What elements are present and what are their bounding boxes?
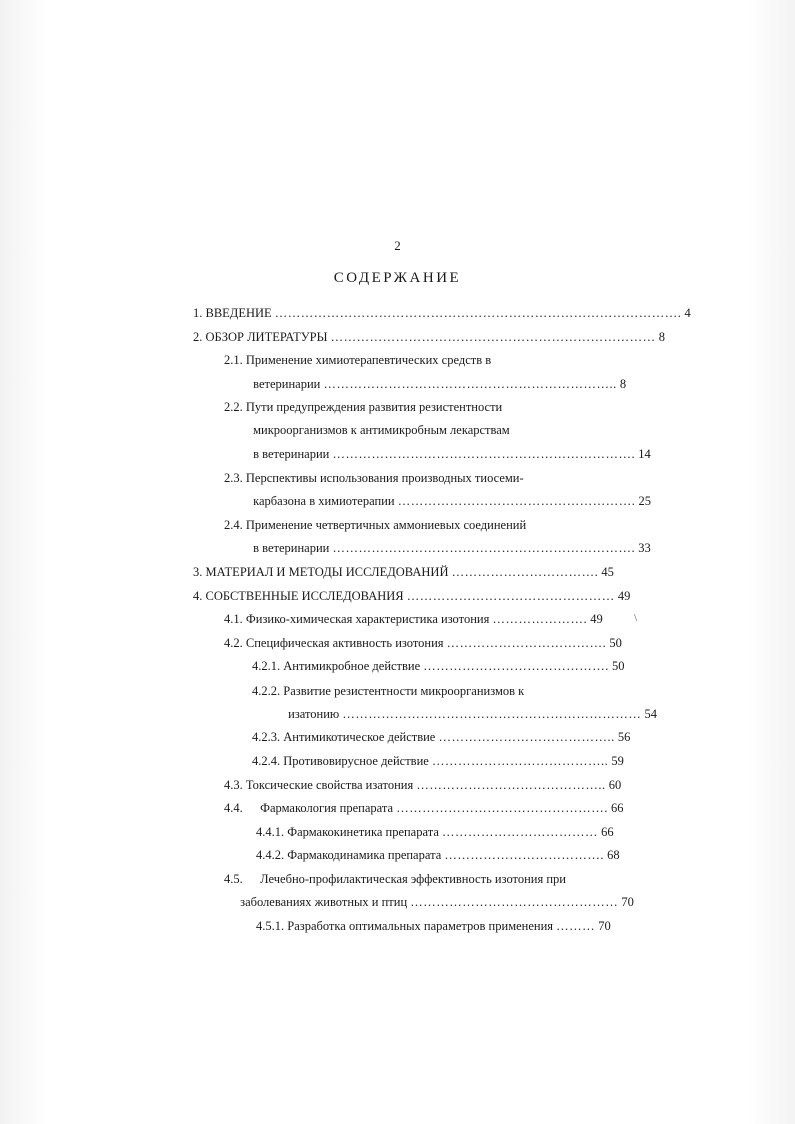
toc-entry [224, 871, 566, 887]
toc-entry-leader: …………………………………………………………………………………. [274, 306, 682, 320]
page-title: СОДЕРЖАНИЕ [333, 270, 462, 286]
toc-entry-page: 66 [610, 801, 624, 815]
toc-entry-page: 60 [608, 778, 622, 792]
toc-entry [252, 658, 625, 674]
toc-entry-page: 54 [644, 707, 657, 721]
toc-entry-leader: ………………………………. [446, 636, 607, 650]
toc-entry-page: 8 [658, 330, 665, 344]
toc-entry-leader: ………………………………….. [438, 730, 615, 744]
toc-entry [252, 729, 630, 745]
toc-entry-text: Специфическая активность изотония [245, 636, 444, 650]
toc-entry [224, 800, 623, 816]
toc-entry-text: Антимикробное действие [283, 659, 421, 673]
toc-entry-page: 25 [638, 494, 651, 508]
toc-entry [256, 918, 611, 934]
toc-entry-text: Противовирусное действие [283, 754, 429, 768]
toc-entry [252, 683, 524, 699]
toc-entry [224, 517, 526, 533]
toc-entry-leader: ……………………………………………………………. [332, 447, 636, 461]
toc-entry [193, 588, 630, 604]
toc-entry-text: Применение четвертичных аммониевых соединений [245, 518, 527, 532]
toc-entry-text: Токсические свойства изатония [245, 778, 414, 792]
toc-entry-text: заболеваниях животных и птиц [240, 895, 408, 909]
toc-entry-leader: ……………………………………. [423, 659, 609, 673]
toc-entry-page: 49 [590, 612, 603, 626]
toc-entry [252, 753, 624, 769]
toc-entry [193, 564, 614, 580]
toc-entry-text: Разработка оптимальных параметров применения [287, 919, 554, 933]
toc-entry-leader: …………………. [492, 612, 588, 626]
toc-entry-number: 4.3. [224, 778, 243, 792]
toc-entry-leader: …………………………………………. [396, 801, 608, 815]
toc-entry-page: 70 [598, 919, 611, 933]
toc-entry-leader: …………………………………………………………… [342, 707, 642, 721]
toc-entry-page: 8 [619, 377, 627, 391]
toc-entry-text: Перспективы использования производных тиосеми- [245, 471, 524, 485]
toc-entry-text: Применение химиотерапевтических средств в [245, 353, 492, 367]
toc-entry-text: Лечебно-профилактическая эффективность изотония при [260, 872, 566, 886]
toc-entry-page: 50 [612, 659, 625, 673]
toc-entry-page: 49 [617, 589, 631, 603]
toc-entry [237, 894, 634, 910]
toc-entry-text: ветеринарии [253, 377, 321, 391]
toc-entry-leader: ……………………………. [451, 565, 599, 579]
toc-entry-number: 3. [193, 565, 203, 579]
toc-entry [224, 399, 502, 415]
stray-pen-mark: \ [634, 612, 638, 624]
toc-entry [224, 635, 622, 651]
toc-entry-number: 4.2. [224, 636, 243, 650]
toc-entry-text: МАТЕРИАЛ И МЕТОДЫ ИССЛЕДОВАНИЙ [205, 565, 449, 579]
toc-entry-page: 14 [638, 447, 651, 461]
toc-entry-page: 70 [621, 895, 634, 909]
toc-entry-page: 45 [601, 565, 614, 579]
toc-entry-number: 2.3. [224, 471, 243, 485]
toc-entry-number: 4.4.1. [256, 825, 285, 839]
toc-entry-text: карбазона в химиотерапии [253, 494, 395, 508]
toc-entry-leader: ………………………………………… [410, 895, 619, 909]
toc-entry [224, 777, 621, 793]
toc-entry [193, 305, 691, 321]
toc-entry [250, 540, 651, 556]
toc-entry [250, 493, 651, 509]
toc-entry-number: 4.2.2. [252, 684, 281, 698]
toc-entry-text: Развитие резистентности микроорганизмов к [283, 684, 525, 698]
toc-entry-text: Фармакология препарата [260, 801, 394, 815]
toc-entry-page: 50 [609, 636, 622, 650]
toc-entry [224, 611, 603, 627]
toc-entry-text: Антимикотическое действие [283, 730, 436, 744]
toc-entry-number: 1. [193, 306, 203, 320]
toc-entry [250, 422, 510, 438]
toc-entry [224, 352, 491, 368]
toc-entry-page: 56 [617, 730, 631, 744]
toc-entry [256, 824, 614, 840]
toc-entry-number: 4.1. [224, 612, 243, 626]
toc-entry-number: 2.2. [224, 400, 243, 414]
toc-entry-text: ОБЗОР ЛИТЕРАТУРЫ [205, 330, 328, 344]
toc-entry-page: 4 [684, 306, 691, 320]
toc-entry-page: 59 [611, 754, 624, 768]
toc-entry-leader: ………………………………………………………….. [323, 377, 617, 391]
toc-entry [256, 847, 620, 863]
toc-entry [250, 446, 651, 462]
toc-entry-leader: ……… [556, 919, 596, 933]
toc-entry-leader: …………………………………….. [416, 778, 606, 792]
toc-entry-leader: ………………………………….. [431, 754, 609, 768]
toc-entry-number: 4.4.2. [256, 848, 285, 862]
toc-entry-number: 2. [193, 330, 203, 344]
toc-entry-text: изатонию [288, 707, 340, 721]
toc-entry-number: 4.2.4. [252, 754, 281, 768]
toc-entry-leader: ……………………………… [442, 825, 598, 839]
toc-entry-text: СОБСТВЕННЫЕ ИССЛЕДОВАНИЯ [205, 589, 404, 603]
toc-entry-leader: ………………………………………………. [397, 494, 636, 508]
toc-entry [193, 329, 665, 345]
toc-entry-text: Фармакодинамика препарата [287, 848, 442, 862]
toc-entry-number: 4.4. [224, 801, 243, 815]
toc-entry-text: микроорганизмов к антимикробным лекарствам [253, 423, 510, 437]
toc-entry [285, 706, 657, 722]
toc-entry-text: в ветеринарии [253, 541, 330, 555]
toc-entry-text: Пути предупреждения развития резистентности [245, 400, 503, 414]
toc-entry [250, 376, 626, 392]
toc-entry-number: 4.5.1. [256, 919, 285, 933]
toc-entry-text: ВВЕДЕНИЕ [205, 306, 272, 320]
toc-entry-text: Фармакокинетика препарата [287, 825, 439, 839]
toc-entry-page: 68 [607, 848, 620, 862]
toc-entry-text: в ветеринарии [253, 447, 330, 461]
toc-entry-number: 4.2.1. [252, 659, 281, 673]
toc-entry-page: 66 [601, 825, 614, 839]
toc-entry-number: 4.5. [224, 872, 243, 886]
toc-entry-number: 4.2.3. [252, 730, 281, 744]
toc-entry-leader: ………………………………………………………………… [330, 330, 656, 344]
toc-entry-leader: ………………………………………… [406, 589, 615, 603]
page-number: 2 [394, 238, 401, 253]
toc-entry-text: Физико-химическая характеристика изотония [245, 612, 490, 626]
toc-entry-number: 2.1. [224, 353, 243, 367]
toc-entry-leader: ………………………………. [444, 848, 604, 862]
toc-entry-number: 4. [193, 589, 203, 603]
toc-entry-number: 2.4. [224, 518, 243, 532]
toc-entry [224, 470, 524, 486]
toc-entry-page: 33 [638, 541, 651, 555]
toc-entry-leader: ……………………………………………………………. [332, 541, 636, 555]
